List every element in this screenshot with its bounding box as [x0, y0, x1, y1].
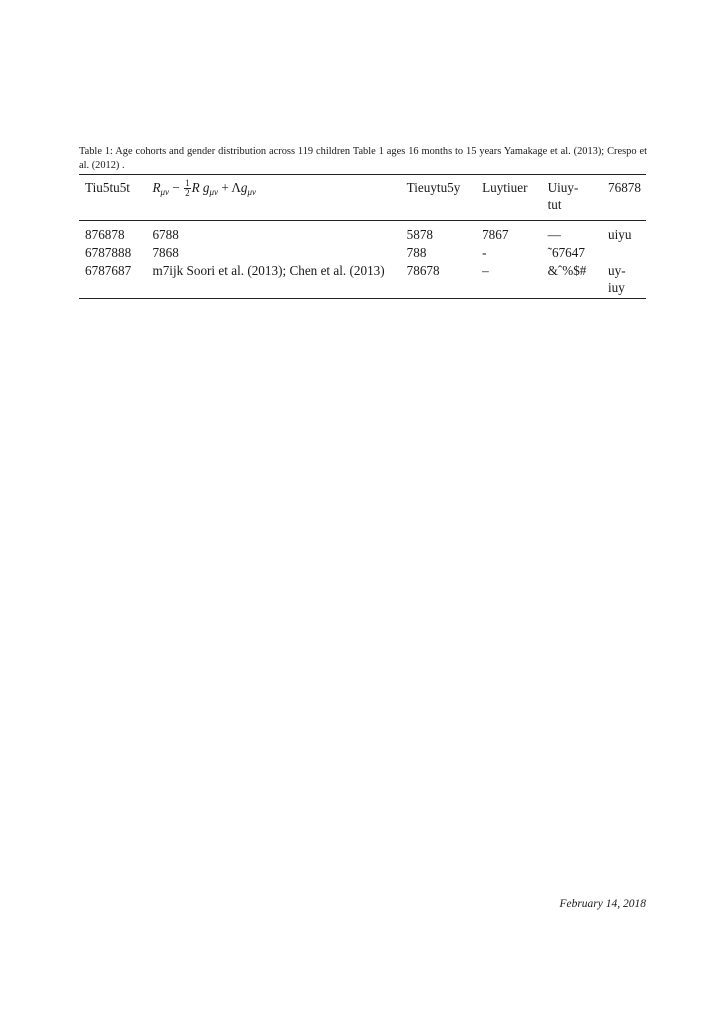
header-cell-col2: Tieuytu5y: [401, 175, 476, 221]
table-cell: 6787687: [85, 263, 132, 278]
eq-fraction: [184, 179, 191, 198]
eq-minus: −: [169, 180, 184, 195]
header-cell-col5: 76878: [602, 175, 646, 221]
table-cell: 5878: [406, 227, 433, 242]
table-cell: ˜67647: [547, 245, 585, 260]
table-cell: 788: [406, 245, 427, 260]
table-cell: &ˆ%$#: [547, 263, 587, 278]
table-cell: –: [482, 263, 489, 278]
table-cell: 6787888: [85, 245, 132, 260]
eq-frac-num: 1: [185, 178, 190, 189]
header-col4-line2: tut: [547, 197, 562, 212]
table-row: [79, 262, 646, 299]
table-row: [79, 244, 646, 262]
eq-sub-munu-3: μν: [247, 187, 257, 197]
cell-line: iuy: [608, 280, 625, 295]
eq-g2: g: [240, 180, 248, 195]
table-cell: 6788: [152, 227, 179, 242]
header-cell-col4: [542, 175, 602, 221]
table-cell: [602, 262, 646, 299]
eq-g: g: [199, 180, 210, 195]
header-cell-equation: [146, 175, 400, 221]
table-cell: 7867: [482, 227, 509, 242]
header-cell-col3: Luytiuer: [476, 175, 542, 221]
table-cell: 7868: [152, 245, 179, 260]
table-cell: uiyu: [608, 227, 632, 242]
table-cell: 78678: [406, 263, 440, 278]
einstein-equation: [152, 178, 257, 199]
table-row: [79, 221, 646, 245]
footer-date: February 14, 2018: [559, 898, 646, 910]
eq-lambda: Λ: [231, 180, 241, 195]
eq-frac-den: 2: [185, 188, 190, 199]
eq-sub-munu-2: μν: [209, 187, 219, 197]
table-header-row: [79, 175, 646, 221]
data-table-container: [79, 174, 646, 299]
table-cell: [602, 244, 646, 262]
header-col4-line1: Uiuy-: [547, 180, 579, 195]
cell-line: uy-: [608, 263, 626, 278]
table-cell: —: [547, 227, 561, 242]
eq-sub-munu-1: μν: [160, 187, 170, 197]
eq-r: R: [152, 180, 161, 195]
table-caption: Table 1: Age cohorts and gender distribution across 119 children Table 1 ages 16 months to 15 years Yamakage et al. (2013); Crespo et al. (2012) .: [79, 146, 647, 171]
eq-plus: +: [218, 180, 232, 195]
table-cell: -: [482, 245, 487, 260]
table-cell: 876878: [85, 227, 125, 242]
data-table: [79, 174, 646, 299]
eq-r2: R: [191, 180, 200, 195]
table-cell: m7ijk Soori et al. (2013); Chen et al. (2013): [152, 263, 385, 278]
header-cell-col0: Tiu5tu5t: [79, 175, 146, 221]
